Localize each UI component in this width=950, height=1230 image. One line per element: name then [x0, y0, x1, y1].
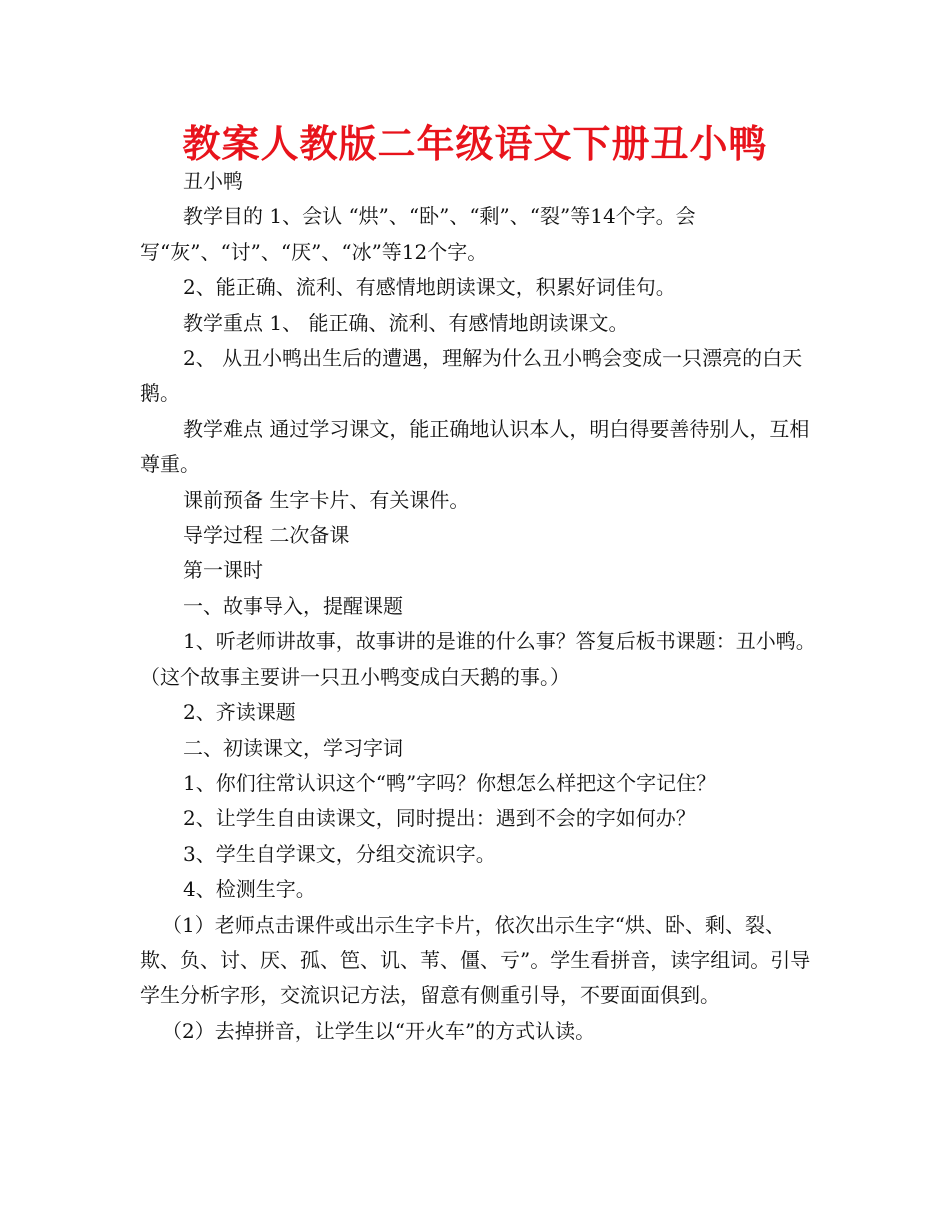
paragraph-step-2-2: 2、让学生自由读课文，同时提出：遇到不会的字如何办？: [183, 806, 696, 831]
paragraph-key-point-1: 教学重点 1、 能正确、流利、有感情地朗读课文。: [183, 310, 629, 335]
document-title: 教案人教版二年级语文下册丑小鸭: [182, 122, 768, 166]
paragraph-teaching-goal-2: 2、能正确、流利、有感情地朗读课文，积累好词佳句。: [183, 275, 676, 300]
paragraph-difficulty: 教学难点 通过学习课文，能正确地认识本人，明白得要善待别人，互相尊重。: [140, 416, 810, 477]
paragraph-step-2-3: 3、学生自学课文，分组交流识字。: [183, 841, 496, 866]
paragraph-process: 导学过程 二次备课: [183, 523, 350, 548]
paragraph-step-1-1: 1、听老师讲故事，故事讲的是谁的什么事？答复后板书课题：丑小鸭。（这个故事主要讲一只丑小鸭变成白天鹅的事。）: [140, 629, 816, 689]
paragraph-teaching-goal-1: 教学目的 1、会认 “烘”、“卧”、“剩”、“裂”等14个字。会写“灰”、“讨”、“厌”、“冰”等12个字。: [140, 204, 696, 264]
paragraph-step-2-4: 4、检测生字。: [183, 877, 316, 902]
paragraph-key-point-2: 2、 从丑小鸭出生后的遭遇，理解为什么丑小鸭会变成一只漂亮的白天鹅。: [140, 346, 803, 406]
paragraph-step-1-2: 2、齐读课题: [183, 700, 296, 725]
paragraph-section-2: 二、初读课文，学习字词: [183, 735, 403, 760]
paragraph-substep-1: （1）老师点击课件或出示生字卡片，依次出示生字“烘、卧、剩、裂、欺、负、讨、厌、孤、笆、讥、苇、僵、亏”。学生看拼音，读字组词。引导学生分析字形，交流识记方法，留意有侧重引导，不要面面俱到。: [140, 912, 811, 1008]
paragraph-section-1: 一、故事导入，提醒课题: [183, 593, 403, 618]
paragraph-step-2-1: 1、你们往常认识这个“鸭”字吗？你想怎么样把这个字记住？: [183, 770, 717, 795]
paragraph-first-lesson: 第一课时: [183, 558, 263, 583]
document-body: [140, 164, 820, 1049]
paragraph-lesson-name: 丑小鸭: [183, 169, 243, 193]
paragraph-preparation: 课前预备 生字卡片、有关课件。: [183, 487, 470, 512]
paragraph-substep-2: （2）去掉拼音，让学生以“开火车”的方式认读。: [162, 1018, 596, 1043]
